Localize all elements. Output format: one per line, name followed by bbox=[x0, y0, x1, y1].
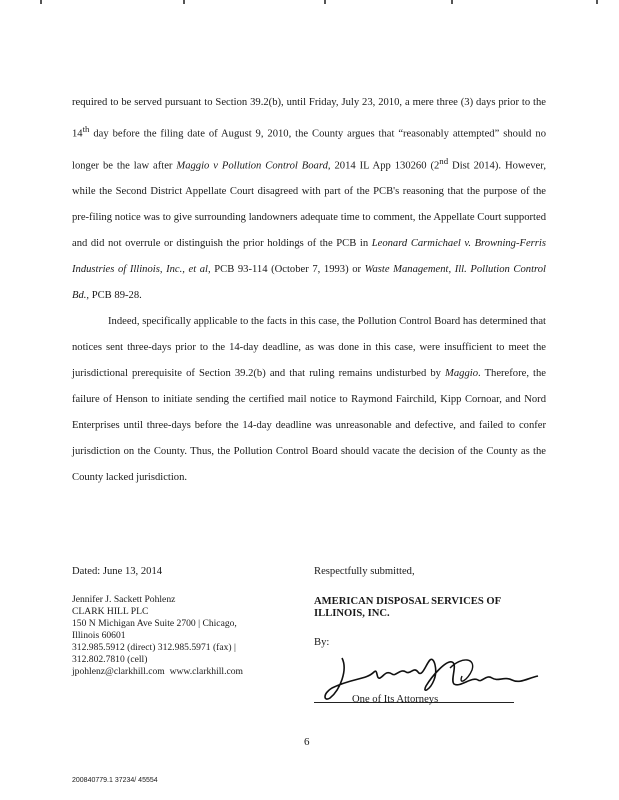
dated-line: Dated: June 13, 2014 bbox=[72, 566, 163, 577]
page-number: 6 bbox=[304, 736, 310, 748]
case-citation-maggio-short: Maggio bbox=[445, 368, 479, 380]
address-line-2: Illinois 60601 bbox=[72, 630, 126, 641]
case-citation-waste-management: Waste Management, Ill. Pollution Control Bd., bbox=[72, 264, 546, 302]
superscript-nd: nd bbox=[439, 155, 449, 166]
by-label: By: bbox=[314, 637, 330, 648]
body-text bbox=[72, 90, 546, 491]
scan-edge-marks bbox=[0, 0, 619, 8]
document-id: 200840779.1 37234/ 45554 bbox=[72, 777, 158, 784]
address-line-1: 150 N Michigan Ave Suite 2700 | Chicago, bbox=[72, 618, 237, 629]
paragraph-1: required to be served pursuant to Section 39.2(b), until Friday, July 23, 2010, a mere three (3) days prior to the 14th day before the filing date of August 9, 2010, the County argues that “reasonably attempted” should no longer be the law after Maggio v Pollution Control Board, 2014 IL App 130260 (2nd Dist 2014). However, while the Second District Appellate Court disagreed with part of the PCB's reasoning that the purpose of the pre-filing notice was to give surrounding landowners adequate time to comment, the Appellate Court supported and did not overrule or distinguish the prior holdings of the PCB in Leonard Carmichael v. Browning-Ferris Industries of Illinois, Inc., et al, PCB 93-114 (October 7, 1993) or Waste Management, Ill. Pollution Control Bd., PCB 89-28. bbox=[72, 97, 546, 302]
client-name: AMERICAN DISPOSAL SERVICES OF ILLINOIS, INC. bbox=[314, 596, 502, 619]
email-link[interactable]: jpohlenz@clarkhill.com bbox=[72, 666, 165, 677]
case-citation-carmichael: Leonard Carmichael v. Browning-Ferris Industries of Illinois, Inc., et al, bbox=[72, 238, 546, 276]
cell-phone: 312.802.7810 (cell) bbox=[72, 654, 148, 665]
respectfully-submitted: Respectfully submitted, bbox=[314, 566, 415, 577]
firm-name: CLARK HILL PLC bbox=[72, 606, 149, 617]
website-link[interactable]: www.clarkhill.com bbox=[169, 666, 244, 677]
case-citation-maggio: Maggio v Pollution Control Board, bbox=[176, 160, 331, 172]
phone-fax: 312.985.5912 (direct) 312.985.5971 (fax) | bbox=[72, 642, 236, 653]
one-of-its-attorneys: One of Its Attorneys bbox=[352, 694, 439, 705]
attorney-name: Jennifer J. Sackett Pohlenz bbox=[72, 594, 176, 605]
paragraph-2: Indeed, specifically applicable to the facts in this case, the Pollution Control Board has determined that notices sent three-days prior to the 14-day deadline, as was done in this case, were insufficient to meet the jurisdictional prerequisite of Section 39.2(b) and that ruling remains undisturbed by Maggio. Therefore, the failure of Henson to initiate sending the certified mail notice to Raymond Fairchild, Kipp Cornoar, and Nord Enterprises until three-days before the 14-day deadline was unreasonable and defective, and failed to confer jurisdiction on the County. Thus, the Pollution Control Board should vacate the decision of the County as the County lacked jurisdiction. bbox=[72, 316, 546, 484]
superscript-th: th bbox=[82, 124, 90, 134]
attorney-contact-block bbox=[72, 594, 304, 678]
